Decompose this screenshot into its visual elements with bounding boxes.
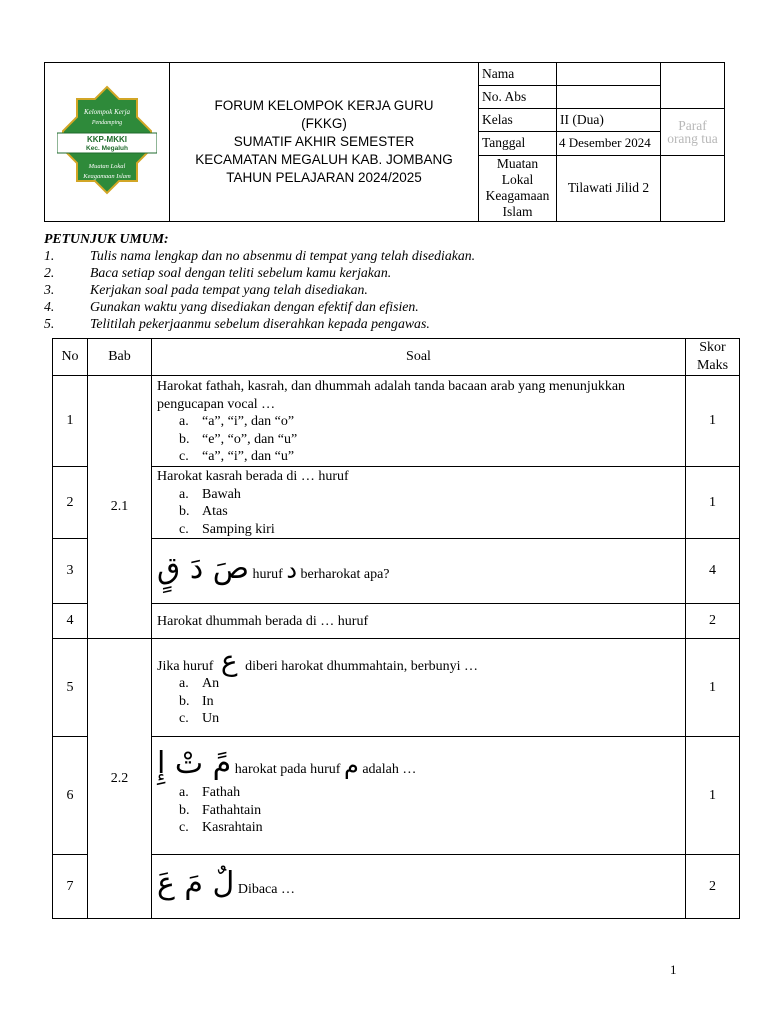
question-text: diberi harokat dhummahtain, berbunyi … (245, 658, 478, 674)
logo (45, 63, 170, 222)
question-text: Harokat fathah, kasrah, dan dhummah adalah tanda bacaan arab yang menunjukkan pengucapan vocal … (157, 379, 626, 412)
petunjuk-item: 4. Gunakan waktu yang disediakan dengan efektif dan efisien. (44, 299, 419, 314)
option-b[interactable]: b. Atas (179, 504, 228, 520)
question-text: Harokat kasrah berada di … huruf (157, 468, 349, 484)
header-soal: Soal (152, 339, 686, 376)
empty-cell (661, 155, 725, 221)
question-text: harokat pada huruf (234, 761, 341, 777)
question-text: Dibaca … (237, 882, 295, 898)
question-text: adalah … (362, 761, 417, 777)
logo-line6: Keagamaan Islam (83, 173, 131, 180)
abs-label: No. Abs (479, 86, 557, 109)
kelas-value: II (Dua) (557, 109, 661, 132)
table-row (53, 639, 740, 737)
option-a[interactable]: a. Fathah (179, 785, 241, 801)
arabic-letter: ع (220, 643, 238, 677)
header-title (170, 63, 479, 222)
petunjuk-item: 5. Telitilah pekerjaanmu sebelum diserahkan kepada pengawas. (44, 316, 430, 331)
logo-line4: Kec. Megaluh (86, 145, 128, 152)
nama-field[interactable] (557, 63, 661, 86)
question-cell (152, 466, 686, 538)
bab-cell: 2.1 (88, 376, 152, 639)
question-number: 7 (53, 855, 88, 919)
logo-line3: KKP-MKKI (87, 135, 127, 144)
arabic-word: لٌ مَ عَ (157, 866, 235, 902)
table-row (53, 855, 740, 919)
abs-field[interactable] (557, 86, 661, 109)
paraf-orang-tua[interactable]: Paraf orang tua (661, 109, 725, 155)
arabic-letter: د (286, 555, 297, 584)
question-text: berharokat apa? (300, 566, 390, 582)
skor-value: 1 (686, 376, 740, 467)
skor-value: 1 (686, 737, 740, 855)
mapel-value: Tilawati Jilid 2 (557, 155, 661, 221)
soal-table (52, 338, 740, 919)
petunjuk-item: 2. Baca setiap soal dengan teliti sebelum kamu kerjakan. (44, 265, 392, 280)
title-line: SUMATIF AKHIR SEMESTER (233, 134, 415, 149)
question-number: 5 (53, 639, 88, 737)
option-a[interactable]: a. “a”, “i”, dan “o” (179, 414, 295, 430)
option-b[interactable]: b. In (179, 693, 214, 709)
petunjuk-item: 3. Kerjakan soal pada tempat yang telah disediakan. (44, 282, 368, 297)
option-b[interactable]: b. “e”, “o”, dan “u” (179, 431, 298, 447)
skor-value: 1 (686, 639, 740, 737)
header-skor: Skor Maks (686, 339, 740, 376)
question-number: 4 (53, 604, 88, 639)
logo-line1: Kelompok Kerja (83, 108, 131, 116)
title-line: TAHUN PELAJARAN 2024/2025 (226, 170, 422, 185)
option-c[interactable]: c. Samping kiri (179, 521, 275, 537)
header-bab: Bab (88, 339, 152, 376)
logo-line2: Pendamping (91, 120, 123, 126)
skor-value: 2 (686, 604, 740, 639)
option-b[interactable]: b. Fathahtain (179, 802, 262, 818)
table-row (53, 466, 740, 538)
bab-cell: 2.2 (88, 639, 152, 919)
arabic-word: مً تْ إِ (157, 745, 232, 781)
option-a[interactable]: a. An (179, 676, 220, 692)
question-number: 1 (53, 376, 88, 467)
title-line: KECAMATAN MEGALUH KAB. JOMBANG (195, 152, 453, 167)
title-line: (FKKG) (301, 116, 347, 131)
question-cell (152, 855, 686, 919)
header-no: No (53, 339, 88, 376)
tanggal-label: Tanggal (479, 132, 557, 155)
question-cell (152, 737, 686, 855)
question-number: 6 (53, 737, 88, 855)
table-header-row (53, 339, 740, 376)
petunjuk-item: 1. Tulis nama lengkap dan no absenmu di tempat yang telah disediakan. (44, 248, 476, 263)
kelas-label: Kelas (479, 109, 557, 132)
title-line: FORUM KELOMPOK KERJA GURU (214, 98, 434, 113)
table-row (53, 737, 740, 855)
option-c[interactable]: c. “a”, “i”, dan “u” (179, 449, 295, 465)
question-cell (152, 376, 686, 467)
table-row (53, 604, 740, 639)
table-row (53, 376, 740, 467)
question-number: 2 (53, 466, 88, 538)
question-text: Harokat dhummah berada di … huruf (152, 604, 686, 639)
petunjuk-heading: PETUNJUK UMUM: (44, 231, 169, 246)
tanggal-value: 4 Desember 2024 (557, 132, 661, 155)
logo-line5: Muatan Lokal (88, 163, 126, 170)
question-number: 3 (53, 539, 88, 604)
skor-value: 2 (686, 855, 740, 919)
mapel-label: Muatan Lokal Keagamaan Islam (479, 155, 557, 221)
option-a[interactable]: a. Bawah (179, 486, 241, 502)
petunjuk-umum (44, 230, 734, 332)
page-number: 1 (670, 962, 677, 977)
empty-cell (661, 63, 725, 109)
skor-value: 1 (686, 466, 740, 538)
nama-label: Nama (479, 63, 557, 86)
question-text: huruf (252, 566, 283, 582)
skor-value: 4 (686, 539, 740, 604)
option-c[interactable]: c. Un (179, 711, 220, 727)
table-row (53, 539, 740, 604)
question-text: Jika huruf (157, 658, 214, 674)
header-table (44, 62, 725, 222)
question-cell (152, 539, 686, 604)
arabic-word: صَ دَ قٍ (157, 550, 249, 586)
option-c[interactable]: c. Kasrahtain (179, 820, 263, 836)
arabic-letter: م (343, 750, 359, 779)
kkp-logo-icon (57, 85, 157, 195)
question-cell (152, 639, 686, 737)
